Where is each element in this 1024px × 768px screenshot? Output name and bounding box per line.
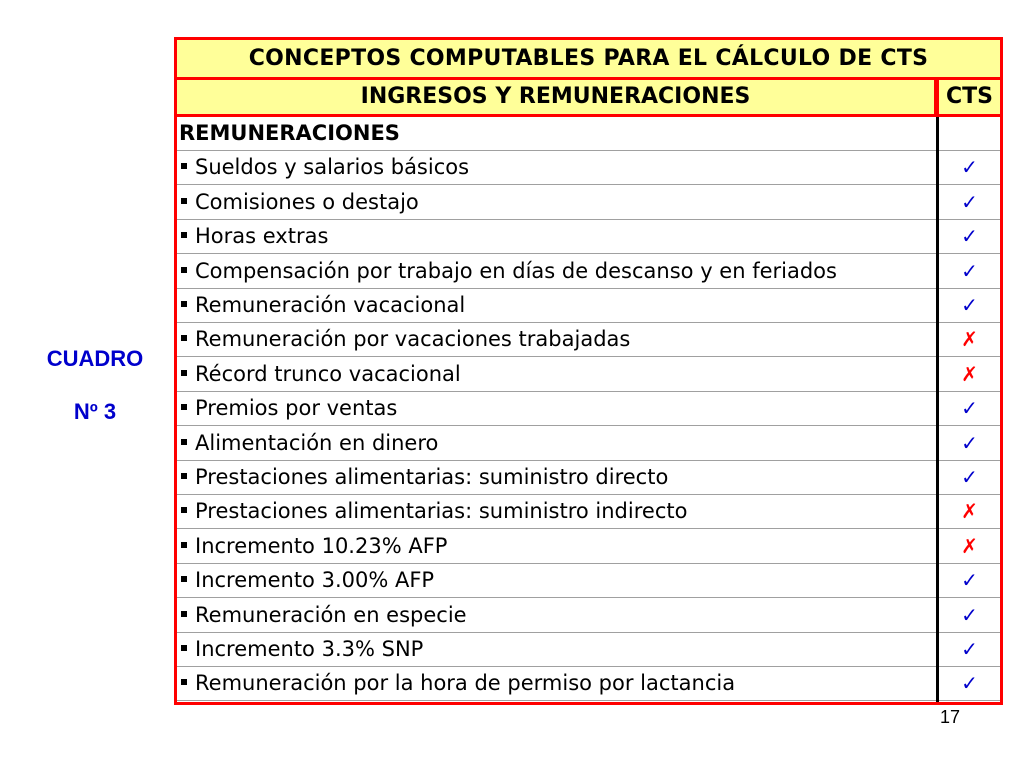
concept-cell xyxy=(177,323,934,356)
bullet-icon xyxy=(181,267,187,273)
bullet-icon xyxy=(181,611,187,617)
table-row xyxy=(177,220,1000,254)
bullet-icon xyxy=(181,576,187,582)
concept-cell xyxy=(177,289,934,322)
cross-icon: ✗ xyxy=(961,533,978,558)
table-row xyxy=(177,667,1000,701)
concept-text: Compensación por trabajo en días de descanso y en feriados xyxy=(195,258,837,283)
concept-cell xyxy=(177,633,934,666)
concept-text: Alimentación en dinero xyxy=(195,430,439,455)
concept-cell xyxy=(177,461,934,494)
concept-text: Incremento 3.00% AFP xyxy=(195,568,435,593)
table-row xyxy=(177,564,1000,598)
concept-text: Remuneración por vacaciones trabajadas xyxy=(195,327,631,352)
table-row xyxy=(177,289,1000,323)
concept-text: Remuneración en especie xyxy=(195,602,467,627)
section-label: REMUNERACIONES xyxy=(179,121,400,145)
bullet-icon xyxy=(181,507,187,513)
concept-text: Comisiones o destajo xyxy=(195,189,419,214)
table-row xyxy=(177,599,1000,633)
cross-icon: ✗ xyxy=(961,361,978,386)
table-row xyxy=(177,358,1000,392)
concept-text: Sueldos y salarios básicos xyxy=(195,155,470,180)
concept-cell xyxy=(177,151,934,184)
bullet-icon xyxy=(181,679,187,685)
concept-cell xyxy=(177,564,934,597)
concept-text: Prestaciones alimentarias: suministro directo xyxy=(195,465,669,489)
bullet-icon xyxy=(181,370,187,376)
check-icon: ✓ xyxy=(961,568,978,593)
cuadro-label: CUADRO xyxy=(46,346,144,371)
bullet-icon xyxy=(181,473,187,479)
table-row xyxy=(177,186,1000,220)
concept-cell xyxy=(177,186,934,219)
table-title: CONCEPTOS COMPUTABLES PARA EL CÁLCULO DE CTS xyxy=(177,40,1000,77)
concept-cell xyxy=(177,220,934,253)
concept-cell xyxy=(177,599,934,632)
cuadro-number: Nº 3 xyxy=(73,399,117,424)
bullet-icon xyxy=(181,335,187,341)
check-icon: ✓ xyxy=(961,602,978,627)
check-icon: ✓ xyxy=(961,637,978,661)
section-row xyxy=(177,117,1000,151)
bullet-icon xyxy=(181,645,187,651)
check-icon: ✓ xyxy=(961,258,978,283)
concept-text: Remuneración vacacional xyxy=(195,293,466,317)
header-cts: CTS xyxy=(939,80,1000,114)
concept-text: Incremento 3.3% SNP xyxy=(195,637,424,661)
table-row xyxy=(177,427,1000,461)
cross-icon: ✗ xyxy=(961,499,978,524)
bullet-icon xyxy=(181,198,187,204)
bullet-icon xyxy=(181,232,187,238)
column-divider xyxy=(936,117,939,702)
concept-cell xyxy=(177,427,934,460)
table-row xyxy=(177,461,1000,495)
table-row xyxy=(177,151,1000,185)
check-icon: ✓ xyxy=(961,465,978,489)
cts-table xyxy=(174,37,1003,705)
concept-text: Prestaciones alimentarias: suministro indirecto xyxy=(195,499,688,524)
table-body xyxy=(177,117,1000,702)
concept-cell xyxy=(177,667,934,700)
check-icon: ✓ xyxy=(961,671,978,696)
table-header-row xyxy=(177,80,1000,114)
check-icon: ✓ xyxy=(961,293,978,317)
bullet-icon xyxy=(181,439,187,445)
table-row xyxy=(177,323,1000,357)
concept-text: Premios por ventas xyxy=(195,396,398,421)
concept-text: Horas extras xyxy=(195,224,329,249)
bullet-icon xyxy=(181,163,187,169)
page-number: 17 xyxy=(939,707,961,727)
table-row xyxy=(177,392,1000,426)
concept-cell xyxy=(177,392,934,425)
check-icon: ✓ xyxy=(961,155,978,180)
concept-cell xyxy=(177,358,934,391)
concept-cell xyxy=(177,495,934,528)
concept-cell xyxy=(177,530,934,563)
table-row xyxy=(177,255,1000,289)
check-icon: ✓ xyxy=(961,396,978,421)
check-icon: ✓ xyxy=(961,430,978,455)
cross-icon: ✗ xyxy=(961,327,978,352)
concept-text: Incremento 10.23% AFP xyxy=(195,533,448,558)
table-row xyxy=(177,530,1000,564)
bullet-icon xyxy=(181,542,187,548)
bullet-icon xyxy=(181,301,187,307)
check-icon: ✓ xyxy=(961,224,978,249)
header-concepts: INGRESOS Y REMUNERACIONES xyxy=(177,80,934,114)
concept-text: Remuneración por la hora de permiso por lactancia xyxy=(195,671,736,696)
check-icon: ✓ xyxy=(961,189,978,214)
table-row xyxy=(177,495,1000,529)
concept-cell xyxy=(177,255,934,288)
table-row xyxy=(177,633,1000,667)
concept-text: Récord trunco vacacional xyxy=(195,361,461,386)
bullet-icon xyxy=(181,404,187,410)
